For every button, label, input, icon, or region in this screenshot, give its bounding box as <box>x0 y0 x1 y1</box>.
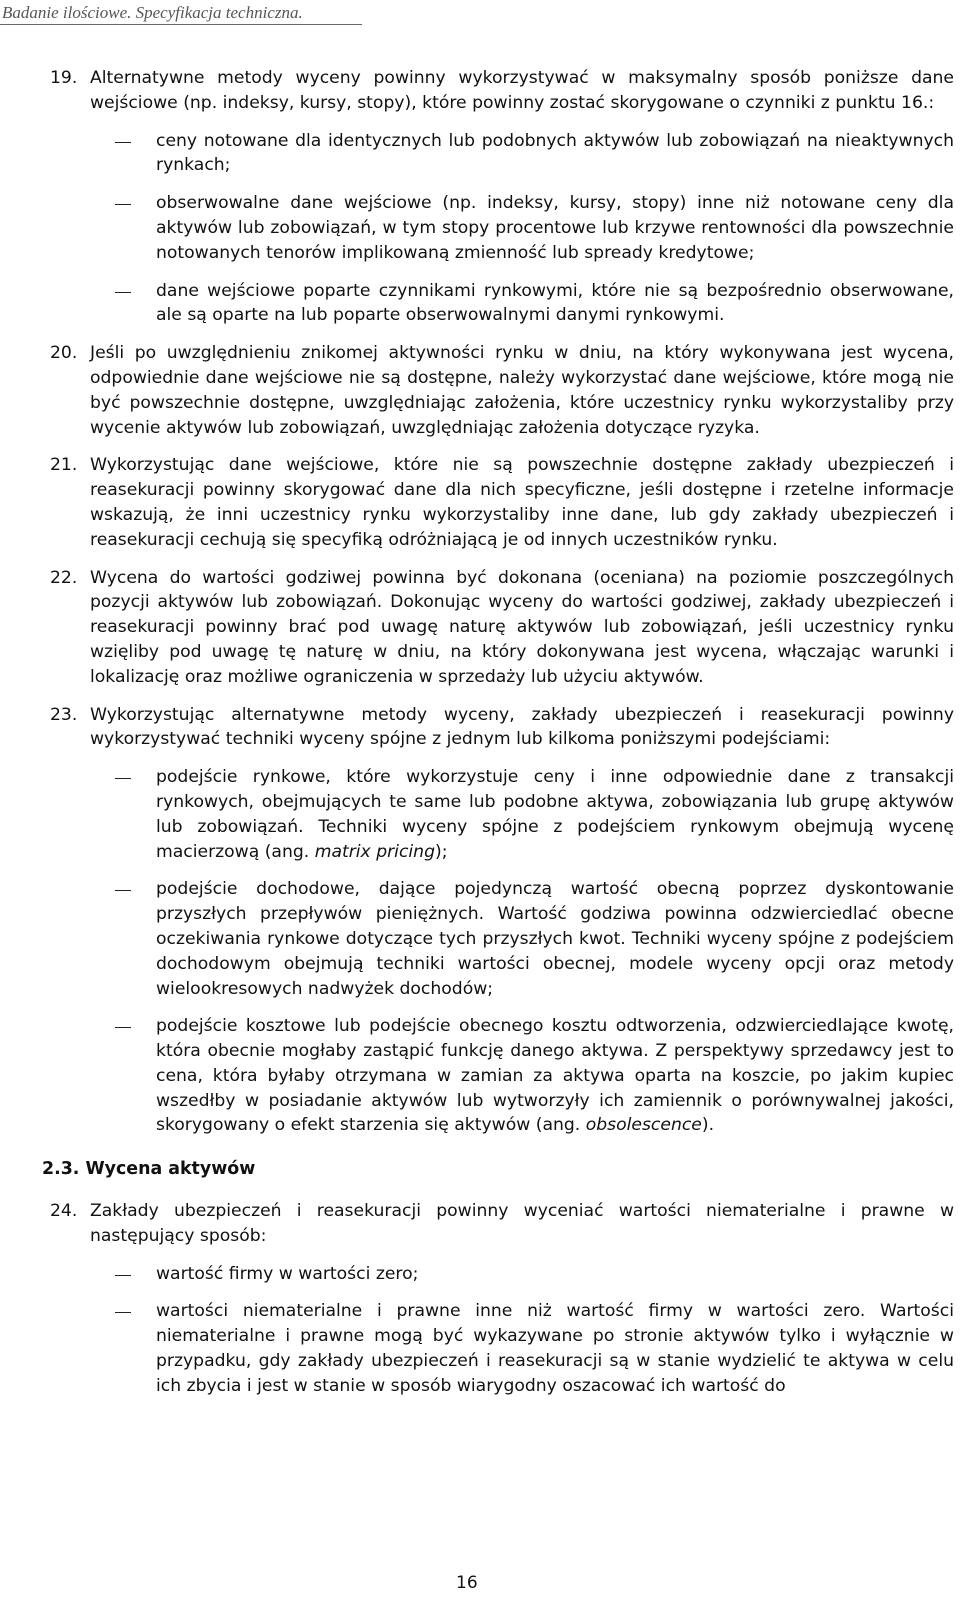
dash-bullet-icon <box>90 1014 156 1138</box>
dash-bullet-icon <box>90 1299 156 1398</box>
paragraph-number: 21. <box>50 455 78 476</box>
paragraph-text: Alternatywne metody wyceny powinny wykorzystywać w maksymalny sposób poniższe dane wejściowe (np. indeksy, kursy, stopy), które powinny zostać skorygowane o czynniki z punktu 16.: <box>90 68 954 113</box>
dash-bullet-icon <box>90 129 156 179</box>
paragraph-text: Wykorzystując dane wejściowe, które nie są powszechnie dostępne zakłady ubezpieczeń i reasekuracji powinny skorygować dane dla nich specyficzne, jeśli dostępne i rzetelne informacje wskazują, że inni uczestnicy rynku wykorzystaliby inne dane, lub gdy zakłady ubezpieczeń i reasekuracji cechują się specyfiką odróżniającą je od innych uczestników rynku. <box>90 455 954 550</box>
paragraph-text: Jeśli po uwzględnieniu znikomej aktywności rynku w dniu, na który wykonywana jest wycena, odpowiednie dane wejściowe nie są dostępne, należy wykorzystać dane wejściowe, które mogą nie być powszechnie dostępne, uwzględniając założenia, które uczestnicy rynku wykorzystaliby przy wycenie aktywów lub zobowiązań, uwzględniając założenia dotyczące ryzyka. <box>90 343 954 438</box>
paragraph-number: 20. <box>50 343 78 364</box>
paragraph-19 <box>50 66 954 328</box>
paragraph-number: 23. <box>50 704 78 725</box>
dash-bullet-icon <box>90 877 156 1001</box>
paragraph-number: 19. <box>50 68 78 88</box>
list-item: dane wejściowe poparte czynnikami rynkowymi, które nie są bezpośrednio obserwowane, ale są oparte na lub poparte obserwowalnymi danymi rynkowymi. <box>90 279 954 329</box>
section-heading: 2.3. Wycena aktywów <box>42 1159 256 1180</box>
paragraph-text: Wykorzystując alternatywne metody wyceny, zakłady ubezpieczeń i reasekuracji powinny wykorzystywać techniki wyceny spójne z jednym lub kilkoma poniższymi podejściami: <box>90 704 954 750</box>
paragraph-number: 24. <box>50 1201 78 1222</box>
english-term: matrix pricing <box>314 841 435 862</box>
paragraph-text: Wycena do wartości godziwej powinna być dokonana (oceniana) na poziomie poszczególnych pozycji aktywów lub zobowiązań. Dokonując wyceny do wartości godziwej, zakłady ubezpieczeń i reasekuracji powinny brać pod uwagę naturę aktywów lub zobowiązań, jeśli uczestnicy rynku wzięliby pod uwagę tę naturę w dniu, na który dokonywana jest wycena, włączając warunki i lokalizację oraz możliwe ograniczenia w sprzedaży lub użyciu aktywów. <box>90 567 954 687</box>
paragraph-20 <box>50 341 954 440</box>
dash-bullet-icon <box>90 191 156 265</box>
english-term: obsolescence <box>585 1115 702 1136</box>
list-item: podejście dochodowe, dające pojedynczą wartość obecną poprzez dyskontowanie przyszłych przepływów pieniężnych. Wartość godziwa powinna odzwierciedlać obecne oczekiwania rynkowe dotyczące tych przyszłych kwot. Techniki wyceny spójne z podejściem dochodowym obejmują techniki wartości obecnej, modele wyceny opcji oraz metody wielookresowych nadwyżek dochodów; <box>90 877 954 1001</box>
list-item: podejście kosztowe lub podejście obecnego kosztu odtworzenia, odzwierciedlające kwotę, która obecnie mogłaby zastąpić funkcję danego aktywa. Z perspektywy sprzedawcy jest to cena, która byłaby otrzymana w zamian za aktywa oparta na koszcie, po jakim kupiec wszedłby w posiadanie aktywów lub wytworzyły ich zamiennik o porównywalnej jakości, skorygowany o efekt starzenia się aktywów (ang. obsolescence). <box>90 1014 954 1138</box>
list-item: ceny notowane dla identycznych lub podobnych aktywów lub zobowiązań na nieaktywnych rynkach; <box>90 129 954 179</box>
paragraph-number: 22. <box>50 567 78 588</box>
paragraph-21 <box>50 453 954 552</box>
bullet-list <box>90 129 954 329</box>
bullet-list <box>90 1262 954 1399</box>
bullet-list <box>90 765 954 1138</box>
list-item: wartości niematerialne i prawne inne niż wartość firmy w wartości zero. Wartości niematerialne i prawne mogą być wykazywane po stronie aktywów tylko i wyłącznie w przypadku, gdy zakłady ubezpieczeń i reasekuracji są w stanie wydzielić te aktywa w celu ich zbycia i jest w stanie w sposób wiarygodny oszacować ich wartość do <box>90 1299 954 1398</box>
list-item: wartość firmy w wartości zero; <box>90 1262 954 1287</box>
paragraph-22 <box>50 566 954 690</box>
paragraph-24 <box>50 1199 954 1399</box>
page-number: 16 <box>456 1573 478 1593</box>
document-body <box>42 66 954 1412</box>
dash-bullet-icon <box>90 279 156 329</box>
running-header: Badanie ilościowe. Specyfikacja techniczna. <box>0 0 362 25</box>
dash-bullet-icon <box>90 765 156 864</box>
list-item: obserwowalne dane wejściowe (np. indeksy, kursy, stopy) inne niż notowane ceny dla aktywów lub zobowiązań, w tym stopy procentowe lub krzywe rentowności dla powszechnie notowanych tenorów implikowaną zmienność lub spready kredytowe; <box>90 191 954 265</box>
paragraph-text: Zakłady ubezpieczeń i reasekuracji powinny wyceniać wartości niematerialne i prawne w następujący sposób: <box>90 1201 954 1246</box>
dash-bullet-icon <box>90 1262 156 1287</box>
paragraph-23 <box>50 703 954 1139</box>
list-item: podejście rynkowe, które wykorzystuje ceny i inne odpowiednie dane z transakcji rynkowych, obejmujących te same lub podobne aktywa, zobowiązania lub grupę aktywów lub zobowiązań. Techniki wyceny spójne z podejściem rynkowym obejmują wycenę macierzową (ang. matrix pricing); <box>90 765 954 864</box>
